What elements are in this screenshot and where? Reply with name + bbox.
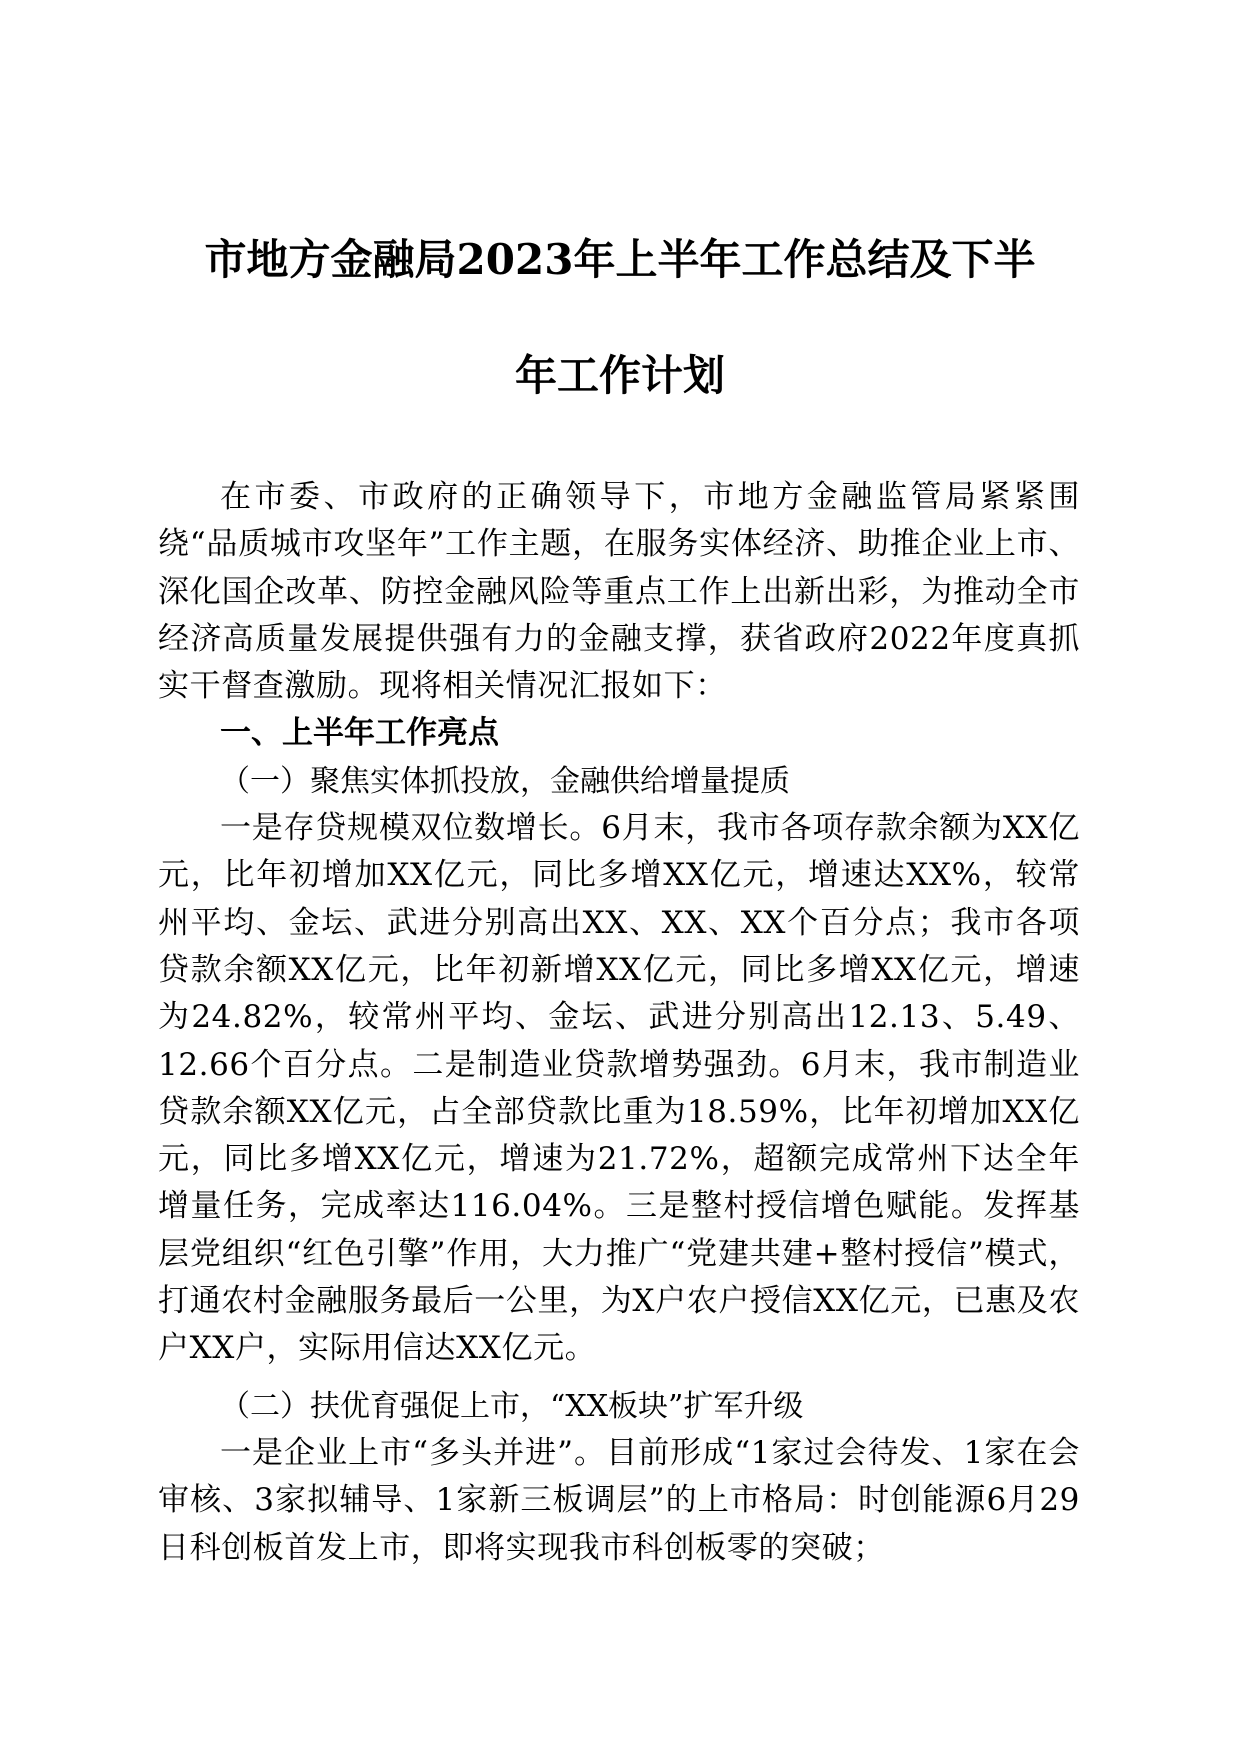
subsection-1-paragraph: 一是存贷规模双位数增长。6月末，我市各项存款余额为XX亿元，比年初增加XX亿元，同比多增XX亿元，增速达XX%，较常州平均、金坛、武进分别高出XX、XX、XX个百分点；我市各项贷款余额XX亿元，比年初新增XX亿元，同比多增XX亿元，增速为24.82%，较常州平均、金坛、武进分别高出12.13、5.49、12.66个百分点。二是制造业贷款增势强劲。6月末，我市制造业贷款余额XX亿元，占全部贷款比重为18.59%，比年初增加XX亿元，同比多增XX亿元，增速为21.72%，超额完成常州下达全年增量任务，完成率达116.04%。三是整村授信增色赋能。发挥基层党组织“红色引擎”作用，大力推广“党建共建+整村授信”模式，打通农村金融服务最后一公里，为X户农户授信XX亿元，已惠及农户XX户，实际用信达XX亿元。	[158, 810, 1080, 1367]
intro-paragraph: 在市委、市政府的正确领导下，市地方金融监管局紧紧围绕“品质城市攻坚年”工作主题，在服务实体经济、助推企业上市、深化国企改革、防控金融风险等重点工作上出新出彩，为推动全市经济高质量发展提供强有力的金融支撑，获省政府2022年度真抓实干督查激励。现将相关情况汇报如下：	[158, 479, 1080, 705]
subsection-2-paragraph: 一是企业上市“多头并进”。目前形成“1家过会待发、1家在会审核、3家拟辅导、1家新三板调层”的上市格局：时创能源6月29日科创板首发上市，即将实现我市科创板零的突破；	[158, 1434, 1080, 1566]
subsection-heading-2: （二）扶优育强促上市，“XX板块”扩军升级	[220, 1388, 804, 1424]
subsection-heading-1: （一）聚焦实体抓投放，金融供给增量提质	[220, 763, 790, 799]
document-body	[158, 474, 1080, 1572]
document-title-line-2: 年工作计划	[514, 351, 725, 400]
section-heading-1: 一、上半年工作亮点	[220, 715, 499, 752]
document-title-line-1: 市地方金融局2023年上半年工作总结及下半	[204, 235, 1036, 284]
